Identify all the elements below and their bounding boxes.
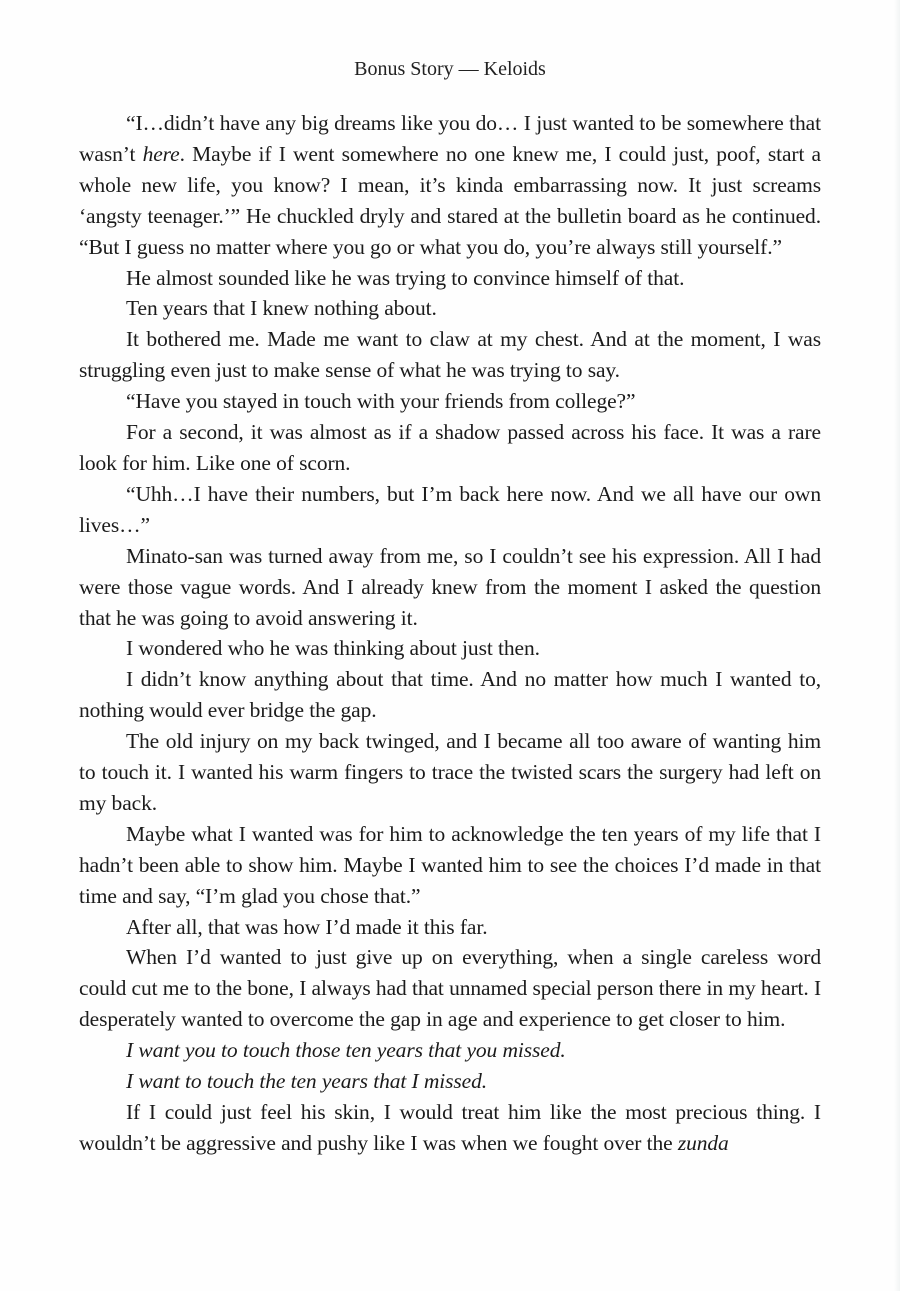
body-text: He almost sounded like he was trying to convince himself of that.: [126, 265, 685, 290]
body-text: . Maybe if I went somewhere no one knew me, I could just, poof, start a whole new life, you know? I mean, it’s kinda embarrassing now. It just screams ‘angsty teenager.’” He chuckled dryly and stared at the bulletin board as he continued. “But I guess no matter where you go or what you do, you’re always still yourself.”: [79, 141, 822, 259]
body-text: “Uhh…I have their numbers, but I’m back here now. And we all have our own lives…”: [79, 481, 821, 537]
body-text: When I’d wanted to just give up on everything, when a single careless word could cut me to the bone, I always had that unnamed special person there in my heart. I desperately wanted to overcome the gap in age and experience to get closer to him.: [79, 945, 821, 1032]
italic-text: zunda: [677, 1130, 729, 1155]
paragraph: [79, 417, 821, 479]
paragraph: [79, 633, 821, 664]
body-text: I didn’t know anything about that time. And no matter how much I wanted to, nothing would ever bridge the gap.: [79, 667, 821, 723]
body-text: Minato-san was turned away from me, so I couldn’t see his expression. All I had were those vague words. And I already knew from the moment I asked the question that he was going to avoid answering it.: [79, 543, 821, 630]
paragraph: [79, 263, 821, 294]
paragraph: [79, 664, 821, 726]
page-body: [79, 108, 821, 1159]
paragraph: [79, 293, 821, 324]
paragraph: [79, 386, 821, 417]
paragraph: [79, 1066, 821, 1097]
body-text: Maybe what I wanted was for him to acknowledge the ten years of my life that I hadn’t been able to show him. Maybe I wanted him to see the choices I’d made in that time and say, “I’m glad you chose that.”: [79, 821, 821, 908]
body-text: The old injury on my back twinged, and I became all too aware of wanting him to touch it. I wanted his warm fingers to trace the twisted scars the surgery had left on my back.: [79, 729, 821, 815]
page-edge-shadow: [894, 0, 900, 1291]
paragraph: [79, 912, 821, 943]
body-text: “I…didn’t have any big dreams like you do… I just wanted to be somewhere that wasn’t: [79, 111, 821, 166]
body-text: It bothered me. Made me want to claw at my chest. And at the moment, I was struggling even just to make sense of what he was trying to say.: [79, 327, 821, 383]
paragraph: [79, 942, 821, 1035]
paragraph: [79, 1035, 821, 1066]
paragraph: [79, 479, 821, 541]
body-text: I wondered who he was thinking about just then.: [126, 636, 540, 661]
body-text: “Have you stayed in touch with your friends from college?”: [126, 389, 636, 414]
body-text: After all, that was how I’d made it this far.: [126, 914, 488, 939]
italic-text: here: [142, 141, 180, 166]
chapter-title: Bonus Story — Keloids: [354, 58, 546, 80]
italic-text: I want to touch the ten years that I missed.: [126, 1069, 488, 1094]
italic-text: I want you to touch those ten years that you missed.: [126, 1038, 566, 1063]
paragraph: [79, 726, 821, 819]
body-text: Ten years that I knew nothing about.: [126, 296, 437, 321]
body-text: For a second, it was almost as if a shadow passed across his face. It was a rare look for him. Like one of scorn.: [79, 420, 821, 475]
paragraph: [79, 324, 821, 386]
paragraph: [79, 1097, 821, 1159]
paragraph: [79, 819, 821, 912]
paragraph: [79, 541, 821, 634]
body-text: If I could just feel his skin, I would treat him like the most precious thing. I wouldn’t be aggressive and pushy like I was when we fought over the: [79, 1100, 821, 1155]
paragraph: [79, 108, 821, 263]
